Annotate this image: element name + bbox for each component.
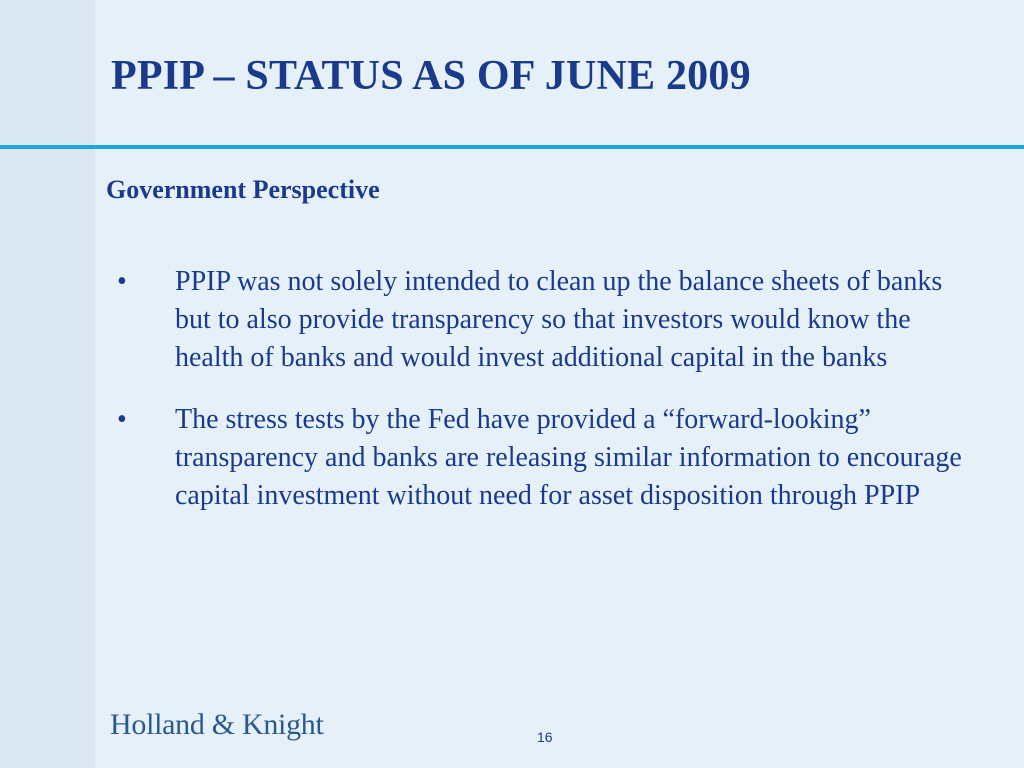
left-margin-panel (0, 0, 95, 768)
company-logo: Holland & Knight (110, 708, 324, 741)
page-number: 16 (537, 729, 553, 745)
bullet-marker: • (117, 404, 127, 435)
bullet-item (113, 401, 983, 515)
bullet-text: The stress tests by the Fed have provided a “forward-looking” transparency and banks are releasing similar information to encourage capital investment without need for asset disposition through PPIP (175, 404, 962, 511)
bullet-list (113, 263, 983, 539)
bullet-marker: • (117, 266, 127, 297)
slide-title: PPIP – STATUS AS OF JUNE 2009 (111, 53, 751, 99)
slide-subtitle: Government Perspective (106, 175, 380, 204)
bullet-item (113, 263, 983, 377)
bullet-text: PPIP was not solely intended to clean up the balance sheets of banks but to also provide transparency so that investors would know the health of banks and would invest additional capital in the banks (175, 266, 943, 373)
title-divider (0, 145, 1024, 149)
